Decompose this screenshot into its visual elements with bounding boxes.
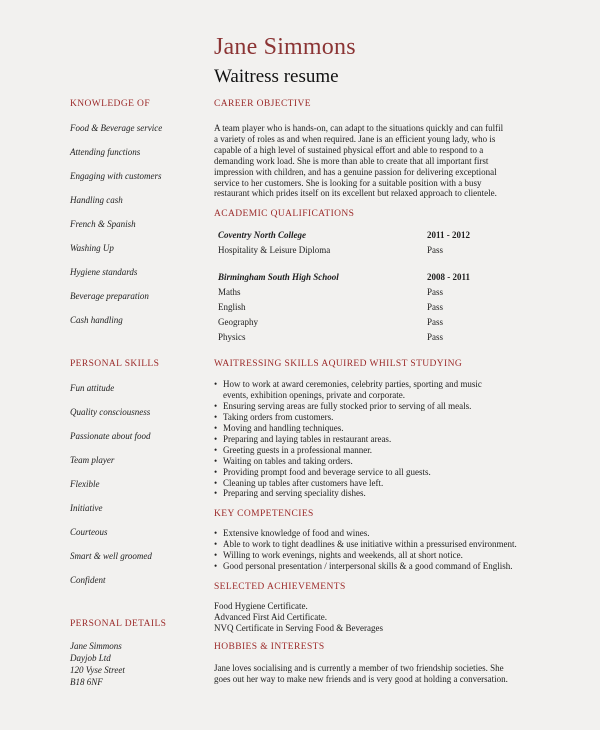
hobbies-text: [214, 663, 544, 685]
table-row: [214, 285, 544, 300]
subject: Geography: [218, 317, 258, 328]
grade: Pass: [427, 332, 444, 343]
competencies-list: [214, 528, 544, 572]
hobbies-line: goes out her way to make new friends and is very good at holding a conversation.: [214, 673, 508, 684]
table-row: [214, 270, 544, 285]
waitressing-list: [214, 379, 544, 499]
school-name: Coventry North College: [218, 230, 306, 241]
achievement-item: NVQ Certificate in Serving Food & Beverages: [214, 622, 383, 633]
objective-line: demanding work load. She is more than able to create that all important first: [214, 155, 489, 166]
school-name: Birmingham South High School: [218, 272, 339, 283]
objective-line: restaurant which prides itself on its excellent but relaxed approach to clientele.: [214, 188, 497, 199]
hobbies-title: HOBBIES & INTERESTS: [214, 641, 325, 652]
grade: Pass: [427, 302, 444, 313]
details-list: [70, 641, 200, 689]
skills-list: [70, 383, 200, 599]
skill-item: Initiative: [70, 503, 103, 513]
knowledge-item: Engaging with customers: [70, 171, 162, 181]
table-row: [214, 243, 544, 258]
waitressing-title: WAITRESSING SKILLS AQUIRED WHILST STUDYING: [214, 359, 463, 370]
competencies-title: KEY COMPETENCIES: [214, 509, 314, 520]
list-item: • Preparing and serving speciality dishes.: [214, 488, 544, 499]
knowledge-item: Cash handling: [70, 315, 123, 325]
knowledge-item: Attending functions: [70, 147, 141, 157]
list-item: • Ensuring serving areas are fully stocked prior to serving of all meals.: [214, 401, 544, 412]
table-spacer: [214, 258, 544, 270]
list-item: • Cleaning up tables after customers have left.: [214, 478, 544, 489]
objective-text: [214, 123, 544, 199]
subject: Maths: [218, 287, 241, 298]
subject: Physics: [218, 332, 246, 343]
knowledge-item: Food & Beverage service: [70, 123, 163, 133]
detail-item: Jane Simmons: [70, 641, 122, 651]
detail-item: Dayjob Ltd: [70, 653, 111, 663]
knowledge-item: Handling cash: [70, 195, 123, 205]
list-item-line: events, exhibition openings, private and corporate.: [223, 390, 405, 401]
detail-item: B18 6NF: [70, 677, 103, 687]
knowledge-list: [70, 123, 200, 339]
list-item: [214, 379, 544, 401]
main-column: [214, 99, 544, 684]
skill-item: Confident: [70, 575, 106, 585]
subject: English: [218, 302, 246, 313]
list-item: • Greeting guests in a professional manner.: [214, 445, 544, 456]
achievement-item: Advanced First Aid Certificate.: [214, 611, 327, 622]
subject: Hospitality & Leisure Diploma: [218, 245, 331, 256]
school-years: 2011 - 2012: [427, 230, 471, 241]
achievement-item: Food Hygiene Certificate.: [214, 600, 308, 611]
list-item: • Preparing and laying tables in restaurant areas.: [214, 434, 544, 445]
table-row: [214, 228, 544, 243]
grade: Pass: [427, 317, 444, 328]
academic-table: [214, 228, 544, 345]
school-years: 2008 - 2011: [427, 272, 471, 283]
list-item: • Waiting on tables and taking orders.: [214, 456, 544, 467]
skill-item: Courteous: [70, 527, 108, 537]
objective-line: impression with children, and has a genuine passion for delivering exceptional: [214, 166, 497, 177]
knowledge-item: French & Spanish: [70, 219, 136, 229]
knowledge-item: Washing Up: [70, 243, 114, 253]
list-item: • Taking orders from customers.: [214, 412, 544, 423]
objective-line: A team player who is hands-on, can adapt to the situations quickly and can fulfil: [214, 123, 504, 133]
achievements-list: [214, 601, 544, 634]
sidebar: [70, 99, 200, 689]
detail-item: 120 Vyse Street: [70, 665, 125, 675]
knowledge-item: Beverage preparation: [70, 291, 149, 301]
skill-item: Flexible: [70, 479, 100, 489]
skill-item: Quality consciousness: [70, 407, 151, 417]
list-item: • Good personal presentation / interpersonal skills & a good command of English.: [214, 561, 544, 572]
objective-title: CAREER OBJECTIVE: [214, 99, 311, 109]
skill-item: Fun attitude: [70, 383, 115, 393]
skill-item: Smart & well groomed: [70, 551, 152, 561]
list-item: • Extensive knowledge of food and wines.: [214, 528, 544, 539]
knowledge-item: Hygiene standards: [70, 267, 138, 277]
list-item: • Providing prompt food and beverage service to all guests.: [214, 467, 544, 478]
objective-line: a variety of roles as and when required. Jane is an efficient young lady, who is: [214, 133, 496, 144]
grade: Pass: [427, 245, 444, 256]
list-item: • Willing to work evenings, nights and weekends, all at short notice.: [214, 550, 544, 561]
skills-title: PERSONAL SKILLS: [70, 359, 160, 369]
objective-line: capable of a high level of sustained physical effort and able to respond to a: [214, 144, 484, 155]
list-item: • Moving and handling techniques.: [214, 423, 544, 434]
achievements-title: SELECTED ACHIEVEMENTS: [214, 581, 346, 592]
table-row: [214, 330, 544, 345]
table-row: [214, 315, 544, 330]
hobbies-line: Jane loves socialising and is currently a member of two friendship societies. She: [214, 662, 504, 673]
knowledge-title: KNOWLEDGE OF: [70, 99, 150, 109]
table-row: [214, 300, 544, 315]
candidate-name: Jane Simmons: [214, 34, 356, 60]
skill-item: Passionate about food: [70, 431, 151, 441]
list-item: • Able to work to tight deadlines & use initiative within a pressurised environment.: [214, 539, 544, 550]
objective-line: service to her customers. She is looking for a suitable position with a busy: [214, 177, 482, 188]
academic-title: ACADEMIC QUALIFICATIONS: [214, 209, 355, 220]
grade: Pass: [427, 287, 444, 298]
skill-item: Team player: [70, 455, 115, 465]
details-title: PERSONAL DETAILS: [70, 619, 167, 629]
list-item-line: • How to work at award ceremonies, celebrity parties, sporting and music: [223, 379, 482, 390]
resume-title: Waitress resume: [214, 66, 339, 87]
